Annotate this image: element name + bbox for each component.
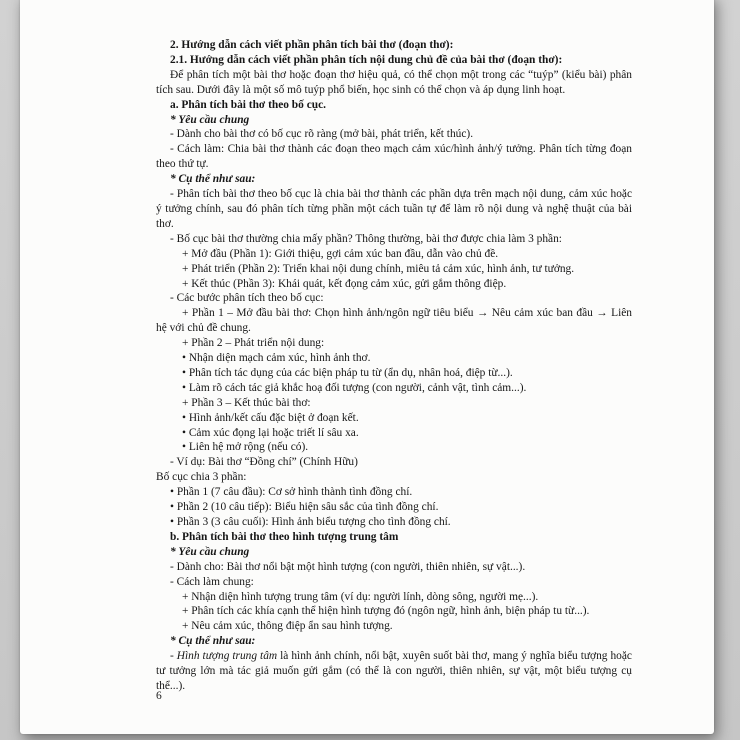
text-line: • Nhận diện mạch cảm xúc, hình ảnh thơ. [182,352,371,365]
text-line: - Cách làm: Chia bài thơ thành các đoạn theo mạch cảm xúc/hình ảnh/ý tưởng. Phân tích từng đoạn theo thứ tự. [156,143,632,171]
text-line: - Dành cho bài thơ có bố cục rõ ràng (mở bài, phát triển, kết thúc). [170,128,474,141]
text-line: * Cụ thể như sau: [170,635,256,648]
text-line: + Phân tích các khía cạnh thể hiện hình tượng đó (ngôn ngữ, hình ảnh, biện pháp tu từ...). [182,605,590,618]
text-line: • Cảm xúc đọng lại hoặc triết lí sâu xa. [182,426,359,439]
text-line: - Ví dụ: Bài thơ “Đồng chí” (Chính Hữu) [170,456,358,469]
page-number: 6 [156,690,162,702]
text-line: - Dành cho: Bài thơ nổi bật một hình tượng (con người, thiên nhiên, sự vật...). [170,560,526,573]
text-line: + Phát triển (Phần 2): Triển khai nội dung chính, miêu tả cảm xúc, hình ảnh, tư tưởng. [182,262,575,275]
text-line: * Yêu cầu chung [170,545,250,558]
text-line: • Phần 1 (7 câu đầu): Cơ sở hình thành tình đồng chí. [170,486,413,499]
text-line: + Phần 2 – Phát triển nội dung: [182,337,325,350]
text-line: - Bố cục bài thơ thường chia mấy phần? Thông thường, bài thơ được chia làm 3 phần: [170,232,562,245]
text-line: + Nhận diện hình tượng trung tâm (ví dụ: người lính, dòng sông, người mẹ...). [182,590,539,603]
text-line: + Phần 3 – Kết thúc bài thơ: [182,396,311,409]
text-line: - Các bước phân tích theo bố cục: [170,292,324,305]
text-line: - Hình tượng trung tâm là hình ảnh chính, nổi bật, xuyên suốt bài thơ, mang ý nghĩa biểu tượng hoặc tư tưởng lớn mà tác giả muốn gửi gắm (có thể là con người, thiên nhiên, sự vật, một biểu tượng cụ thể...). [156,650,632,692]
text-line: • Hình ảnh/kết cấu đặc biệt ở đoạn kết. [182,411,359,424]
text-line: • Phần 3 (3 câu cuối): Hình ảnh biểu tượng cho tình đồng chí. [170,516,451,528]
text-line: * Cụ thể như sau: [170,173,256,186]
text-line: 2.1. Hướng dẫn cách viết phần phân tích nội dung chủ đề của bài thơ (đoạn thơ): [170,53,563,66]
text-line: * Yêu cầu chung [170,113,250,126]
text-line: • Phân tích tác dụng của các biện pháp tu từ (ẩn dụ, nhân hoá, điệp từ...). [182,366,513,379]
text-line: b. Phân tích bài thơ theo hình tượng trung tâm [170,530,399,543]
text-line: Bố cục chia 3 phần: [156,471,247,484]
text-line: 2. Hướng dẫn cách viết phần phân tích bài thơ (đoạn thơ): [170,39,454,51]
text-line: • Phần 2 (10 câu tiếp): Biểu hiện sâu sắc của tình đồng chí. [170,501,439,514]
text-line: • Liên hệ mở rộng (nếu có). [182,441,309,454]
page-text [156,38,632,694]
text-line: - Phân tích bài thơ theo bố cục là chia bài thơ thành các phần dựa trên mạch nội dung, cảm xúc hoặc ý tưởng chính, sau đó phân tích từng phần một cách tuần tự để làm rõ nội dung và nghệ thuật của bài thơ. [156,188,632,230]
text-line: a. Phân tích bài thơ theo bố cục. [170,98,326,111]
text-line: + Kết thúc (Phần 3): Khái quát, kết đọng cảm xúc, gửi gắm thông điệp. [182,277,507,290]
text-line: + Mở đầu (Phần 1): Giới thiệu, gợi cảm xúc ban đầu, dẫn vào chủ đề. [182,247,499,260]
text-line: + Phần 1 – Mở đầu bài thơ: Chọn hình ảnh/ngôn ngữ tiêu biểu → Nêu cảm xúc ban đầu → Liên hệ với chủ đề chung. [156,307,632,335]
text-line: - Cách làm chung: [170,575,254,588]
text-line: Để phân tích một bài thơ hoặc đoạn thơ hiệu quả, có thể chọn một trong các “tuýp” (kiểu bài) phân tích sau. Dưới đây là một số mô tuýp phổ biến, học sinh có thể chọn và áp dụng linh hoạt. [156,68,632,96]
text-line: + Nêu cảm xúc, thông điệp ẩn sau hình tượng. [182,620,393,633]
text-line: • Làm rõ cách tác giả khắc hoạ đối tượng (con người, cảnh vật, tình cảm...). [182,381,527,394]
document-page [20,0,714,734]
